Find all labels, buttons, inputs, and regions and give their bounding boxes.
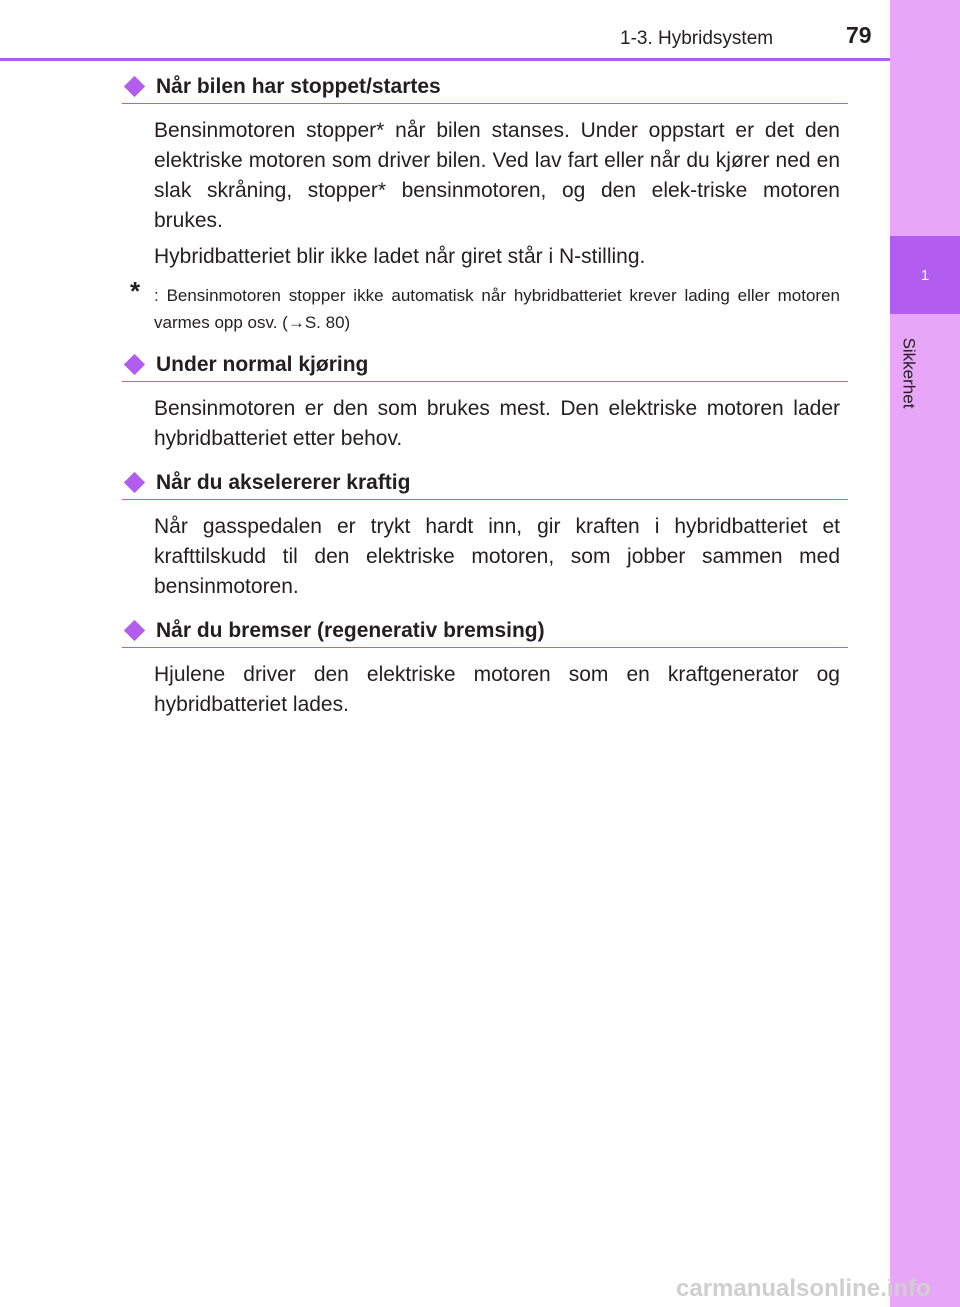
header-rule [0,58,890,61]
section-hard-acceleration [122,466,848,602]
chapter-label [892,328,924,418]
section-regenerative-braking [122,614,848,720]
body-paragraph: Hybridbatteriet blir ikke ladet når giret står i N-stilling. [154,245,646,268]
page-content [122,70,848,732]
side-tab [890,0,960,1307]
footnote-marker: * [130,276,141,306]
section-heading-text: Under normal kjøring [156,352,369,376]
diamond-bullet-icon [124,354,145,375]
section-heading [122,614,848,648]
footnote-text: : Bensinmotoren stopper ikke automatisk når hybridbatteriet krever lading eller motoren varmes opp osv. (→S. 80) [154,286,840,332]
body-paragraph: Bensinmotoren er den som brukes mest. Den elektriske motoren lader hybridbatteriet etter behov. [154,397,840,450]
section-heading-text: Når du bremser (regenerativ bremsing) [156,618,545,642]
footnote [122,276,840,336]
chapter-number-tab[interactable] [890,236,960,314]
section-stopped-starting [122,70,848,336]
body-paragraph: Hjulene driver den elektriske motoren som en kraftgenerator og hybridbatteriet lades. [154,663,840,716]
body-paragraph: Når gasspedalen er trykt hardt inn, gir kraften i hybridbatteriet et krafttilskudd til den elektriske motoren, som jobber sammen med bensinmotoren. [154,515,840,598]
section-heading-text: Når bilen har stoppet/startes [156,74,441,98]
diamond-bullet-icon [124,472,145,493]
page-number: 79 [846,22,872,48]
header-section-title: 1-3. Hybridsystem [620,28,774,49]
watermark: carmanualsonline.info [676,1275,931,1302]
section-heading [122,70,848,104]
diamond-bullet-icon [124,620,145,641]
section-heading [122,466,848,500]
section-heading [122,348,848,382]
section-heading-text: Når du akselererer kraftig [156,470,411,494]
chapter-number: 1 [920,266,930,284]
diamond-bullet-icon [124,76,145,97]
section-normal-driving [122,348,848,454]
body-paragraph: Bensinmotoren stopper* når bilen stanses. Under oppstart er det den elektriske motoren som driver bilen. Ved lav fart eller når du kjører ned en slak skråning, stopper* bensinmotoren, og den elek-triske motoren brukes. [154,119,840,232]
chapter-label-text: Sikkerhet [899,337,918,409]
